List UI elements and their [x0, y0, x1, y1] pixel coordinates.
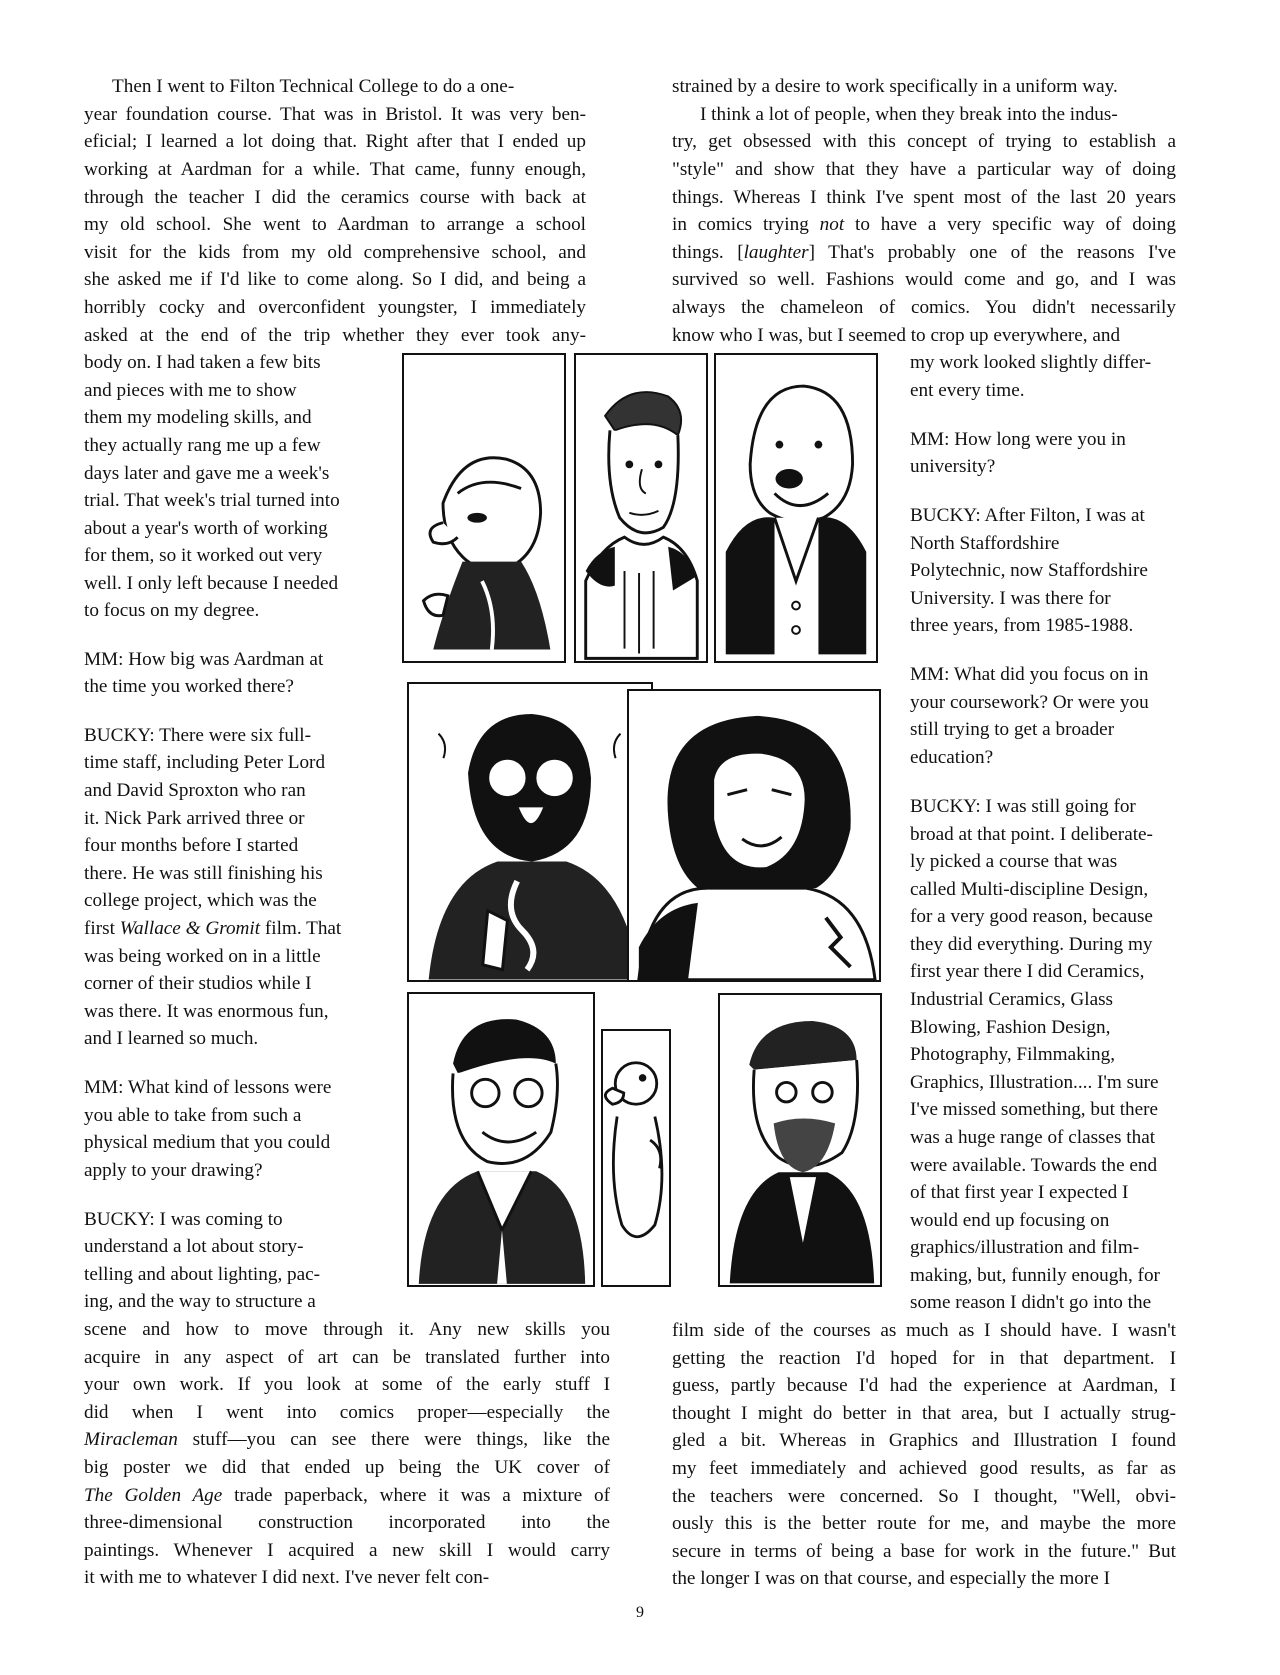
right-text-line: gled a bit. Whereas in Graphics and Illustration I found [672, 1430, 1176, 1451]
speaker-label: MM: [910, 664, 950, 685]
left-text-line: for them, so it worked out very [84, 545, 323, 566]
right-text-line: for a very good reason, because [910, 906, 1153, 927]
left-text-line: and I learned so much. [84, 1028, 259, 1049]
left-text-line: and pieces with me to show [84, 380, 297, 401]
right-text-line: the teachers were concerned. So I thought, "Well, obvi- [672, 1486, 1176, 1507]
right-text-line: still trying to get a broader [910, 719, 1115, 740]
left-text-line: big poster we did that ended up being the UK cover of [84, 1457, 610, 1478]
illustration-panel-masked-figure [407, 682, 653, 982]
left-text-line: MM: How big was Aardman at [84, 649, 324, 670]
right-text-line: MM: What did you focus on in [910, 664, 1149, 685]
left-text-line: three-dimensional construction incorporated into the [84, 1512, 610, 1533]
left-text-line: my old school. She went to Aardman to arrange a school [84, 214, 586, 235]
right-text-line: first year there I did Ceramics, [910, 961, 1145, 982]
left-text-line: to focus on my degree. [84, 600, 260, 621]
old-man-caricature [404, 355, 564, 661]
right-text-line: guess, partly because I'd had the experience at Aardman, I [672, 1375, 1176, 1396]
right-text-line: the longer I was on that course, and especially the more I [672, 1568, 1110, 1589]
right-text-line: ent every time. [910, 380, 1025, 401]
right-text-line: were available. Towards the end [910, 1155, 1158, 1176]
left-text-line: you able to take from such a [84, 1105, 302, 1126]
italic-title: Miracleman [84, 1429, 178, 1450]
right-text-line: would end up focusing on [910, 1210, 1110, 1231]
right-text-line: university? [910, 456, 996, 477]
italic-title: Wallace & Gromit [119, 918, 261, 939]
left-text-line: there. He was still finishing his [84, 863, 323, 884]
illustration-panel-rubber-duck [601, 1029, 671, 1287]
right-text-line: BUCKY: After Filton, I was at [910, 505, 1145, 526]
right-text-line: North Staffordshire [910, 533, 1060, 554]
right-text-line: I think a lot of people, when they break into the indus- [700, 104, 1118, 125]
left-text-line: eficial; I learned a lot doing that. Right after that I ended up [84, 131, 586, 152]
right-text-line: secure in terms of being a base for work in the future." But [672, 1541, 1176, 1562]
left-text-line: paintings. Whenever I acquired a new skill I would carry [84, 1540, 610, 1561]
masked-figure-caricature [409, 684, 651, 980]
left-text-line: MM: What kind of lessons were [84, 1077, 332, 1098]
italic-title: laughter [743, 242, 809, 263]
left-text-line: the time you worked there? [84, 676, 294, 697]
illustration-panel-old-man [402, 353, 566, 663]
left-text-line: Miracleman stuff—you can see there were things, like the [84, 1429, 610, 1450]
right-text-line: was a huge range of classes that [910, 1127, 1156, 1148]
woman-caricature [629, 691, 879, 980]
left-text-line: and David Sproxton who ran [84, 780, 306, 801]
left-text-line: The Golden Age trade paperback, where it was a mixture of [84, 1485, 610, 1506]
right-text-line: graphics/illustration and film- [910, 1237, 1140, 1258]
glasses-man-caricature [409, 994, 593, 1285]
right-text-line: try, get obsessed with this concept of trying to establish a [672, 131, 1176, 152]
speaker-label: BUCKY: [84, 725, 155, 746]
speaker-label: MM: [910, 429, 950, 450]
left-text-line: through the teacher I did the ceramics course with back at [84, 187, 586, 208]
right-text-line: called Multi-discipline Design, [910, 879, 1149, 900]
left-text-line: your own work. If you look at some of the early stuff I [84, 1374, 610, 1395]
right-text-line: BUCKY: I was still going for [910, 796, 1136, 817]
right-text-line: making, but, funnily enough, for [910, 1265, 1160, 1286]
left-text-line: corner of their studios while I [84, 973, 312, 994]
right-text-line: University. I was there for [910, 588, 1111, 609]
left-text-line: scene and how to move through it. Any new skills you [84, 1319, 610, 1340]
illustration-panel-bald-man [714, 353, 878, 663]
right-text-line: thought I might do better in that area, but I actually strug- [672, 1403, 1176, 1424]
italic-title: The Golden Age [84, 1485, 223, 1506]
right-text-line: getting the reaction I'd hoped for in that department. I [672, 1348, 1176, 1369]
right-text-line: they did everything. During my [910, 934, 1153, 955]
left-text-line: working at Aardman for a while. That came, funny enough, [84, 159, 586, 180]
right-text-line: three years, from 1985-1988. [910, 615, 1134, 636]
illustration-panel-young-man [574, 353, 708, 663]
bearded-man-caricature [720, 995, 880, 1285]
speaker-label: MM: [84, 649, 124, 670]
illustration-panel-woman [627, 689, 881, 982]
left-text-line: body on. I had taken a few bits [84, 352, 321, 373]
left-text-line: they actually rang me up a few [84, 435, 321, 456]
page-number: 9 [636, 1604, 644, 1621]
left-text-line: understand a lot about story- [84, 1236, 304, 1257]
right-text-line: my feet immediately and achieved good results, as far as [672, 1458, 1176, 1479]
left-text-line: was being worked on in a little [84, 946, 321, 967]
left-text-line: them my modeling skills, and [84, 407, 312, 428]
left-text-line: days later and gave me a week's [84, 463, 330, 484]
right-text-line: always the chameleon of comics. You didn't necessarily [672, 297, 1176, 318]
left-text-line: she asked me if I'd like to come along. So I did, and being a [84, 269, 586, 290]
right-text-line: broad at that point. I deliberate- [910, 824, 1153, 845]
left-text-line: college project, which was the [84, 890, 317, 911]
rubber-duck-drawing [603, 1031, 669, 1285]
left-text-line: Then I went to Filton Technical College to do a one- [112, 76, 515, 97]
right-text-line: your coursework? Or were you [910, 692, 1149, 713]
left-text-line: well. I only left because I needed [84, 573, 339, 594]
right-text-line: education? [910, 747, 994, 768]
left-text-line: apply to your drawing? [84, 1160, 263, 1181]
left-text-line: ing, and the way to structure a [84, 1291, 316, 1312]
left-text-line: about a year's worth of working [84, 518, 328, 539]
bald-man-caricature [716, 355, 876, 661]
right-text-line: some reason I didn't go into the [910, 1292, 1152, 1313]
right-text-line: in comics trying not to have a very specific way of doing [672, 214, 1176, 235]
young-man-caricature [576, 355, 706, 661]
right-text-line: of that first year I expected I [910, 1182, 1129, 1203]
left-text-line: it with me to whatever I did next. I've never felt con- [84, 1567, 490, 1588]
right-text-line: know who I was, but I seemed to crop up everywhere, and [672, 325, 1121, 346]
right-text-line: survived so well. Fashions would come and go, and I was [672, 269, 1176, 290]
right-text-line: my work looked slightly differ- [910, 352, 1152, 373]
right-text-line: Polytechnic, now Staffordshire [910, 560, 1148, 581]
speaker-label: MM: [84, 1077, 124, 1098]
right-text-line: Photography, Filmmaking, [910, 1044, 1116, 1065]
italic-title: not [819, 214, 845, 235]
left-text-line: acquire in any aspect of art can be translated further into [84, 1347, 610, 1368]
left-text-line: horribly cocky and overconfident youngster, I immediately [84, 297, 586, 318]
right-text-line: things. Whereas I think I've spent most of the last 20 years [672, 187, 1176, 208]
right-text-line: "style" and show that they have a particular way of doing [672, 159, 1176, 180]
left-text-line: it. Nick Park arrived three or [84, 808, 305, 829]
illustration-panel-bearded-man [718, 993, 882, 1287]
left-text-line: asked at the end of the trip whether they ever took any- [84, 325, 586, 346]
left-text-line: first Wallace & Gromit film. That [84, 918, 342, 939]
left-text-line: four months before I started [84, 835, 299, 856]
left-text-line: visit for the kids from my old comprehensive school, and [84, 242, 586, 263]
right-text-line: MM: How long were you in [910, 429, 1126, 450]
speaker-label: BUCKY: [84, 1209, 155, 1230]
left-text-line: year foundation course. That was in Bristol. It was very ben- [84, 104, 586, 125]
left-text-line: did when I went into comics proper—especially the [84, 1402, 610, 1423]
speaker-label: BUCKY: [910, 505, 981, 526]
left-text-line: telling and about lighting, pac- [84, 1264, 321, 1285]
right-text-line: Industrial Ceramics, Glass [910, 989, 1114, 1010]
illustration-panel-glasses-man [407, 992, 595, 1287]
right-text-line: Graphics, Illustration.... I'm sure [910, 1072, 1159, 1093]
left-text-line: time staff, including Peter Lord [84, 752, 326, 773]
left-text-line: BUCKY: I was coming to [84, 1209, 283, 1230]
right-text-line: things. [laughter] That's probably one of the reasons I've [672, 242, 1176, 263]
left-text-line: trial. That week's trial turned into [84, 490, 340, 511]
right-text-line: film side of the courses as much as I should have. I wasn't [672, 1320, 1176, 1341]
right-text-line: ly picked a course that was [910, 851, 1118, 872]
speaker-label: BUCKY: [910, 796, 981, 817]
right-text-line: I've missed something, but there [910, 1099, 1159, 1120]
left-text-line: was there. It was enormous fun, [84, 1001, 329, 1022]
left-text-line: physical medium that you could [84, 1132, 331, 1153]
right-text-line: strained by a desire to work specifically in a uniform way. [672, 76, 1118, 97]
left-text-line: BUCKY: There were six full- [84, 725, 312, 746]
right-text-line: Blowing, Fashion Design, [910, 1017, 1111, 1038]
right-text-line: ously this is the better route for me, and maybe the more [672, 1513, 1176, 1534]
